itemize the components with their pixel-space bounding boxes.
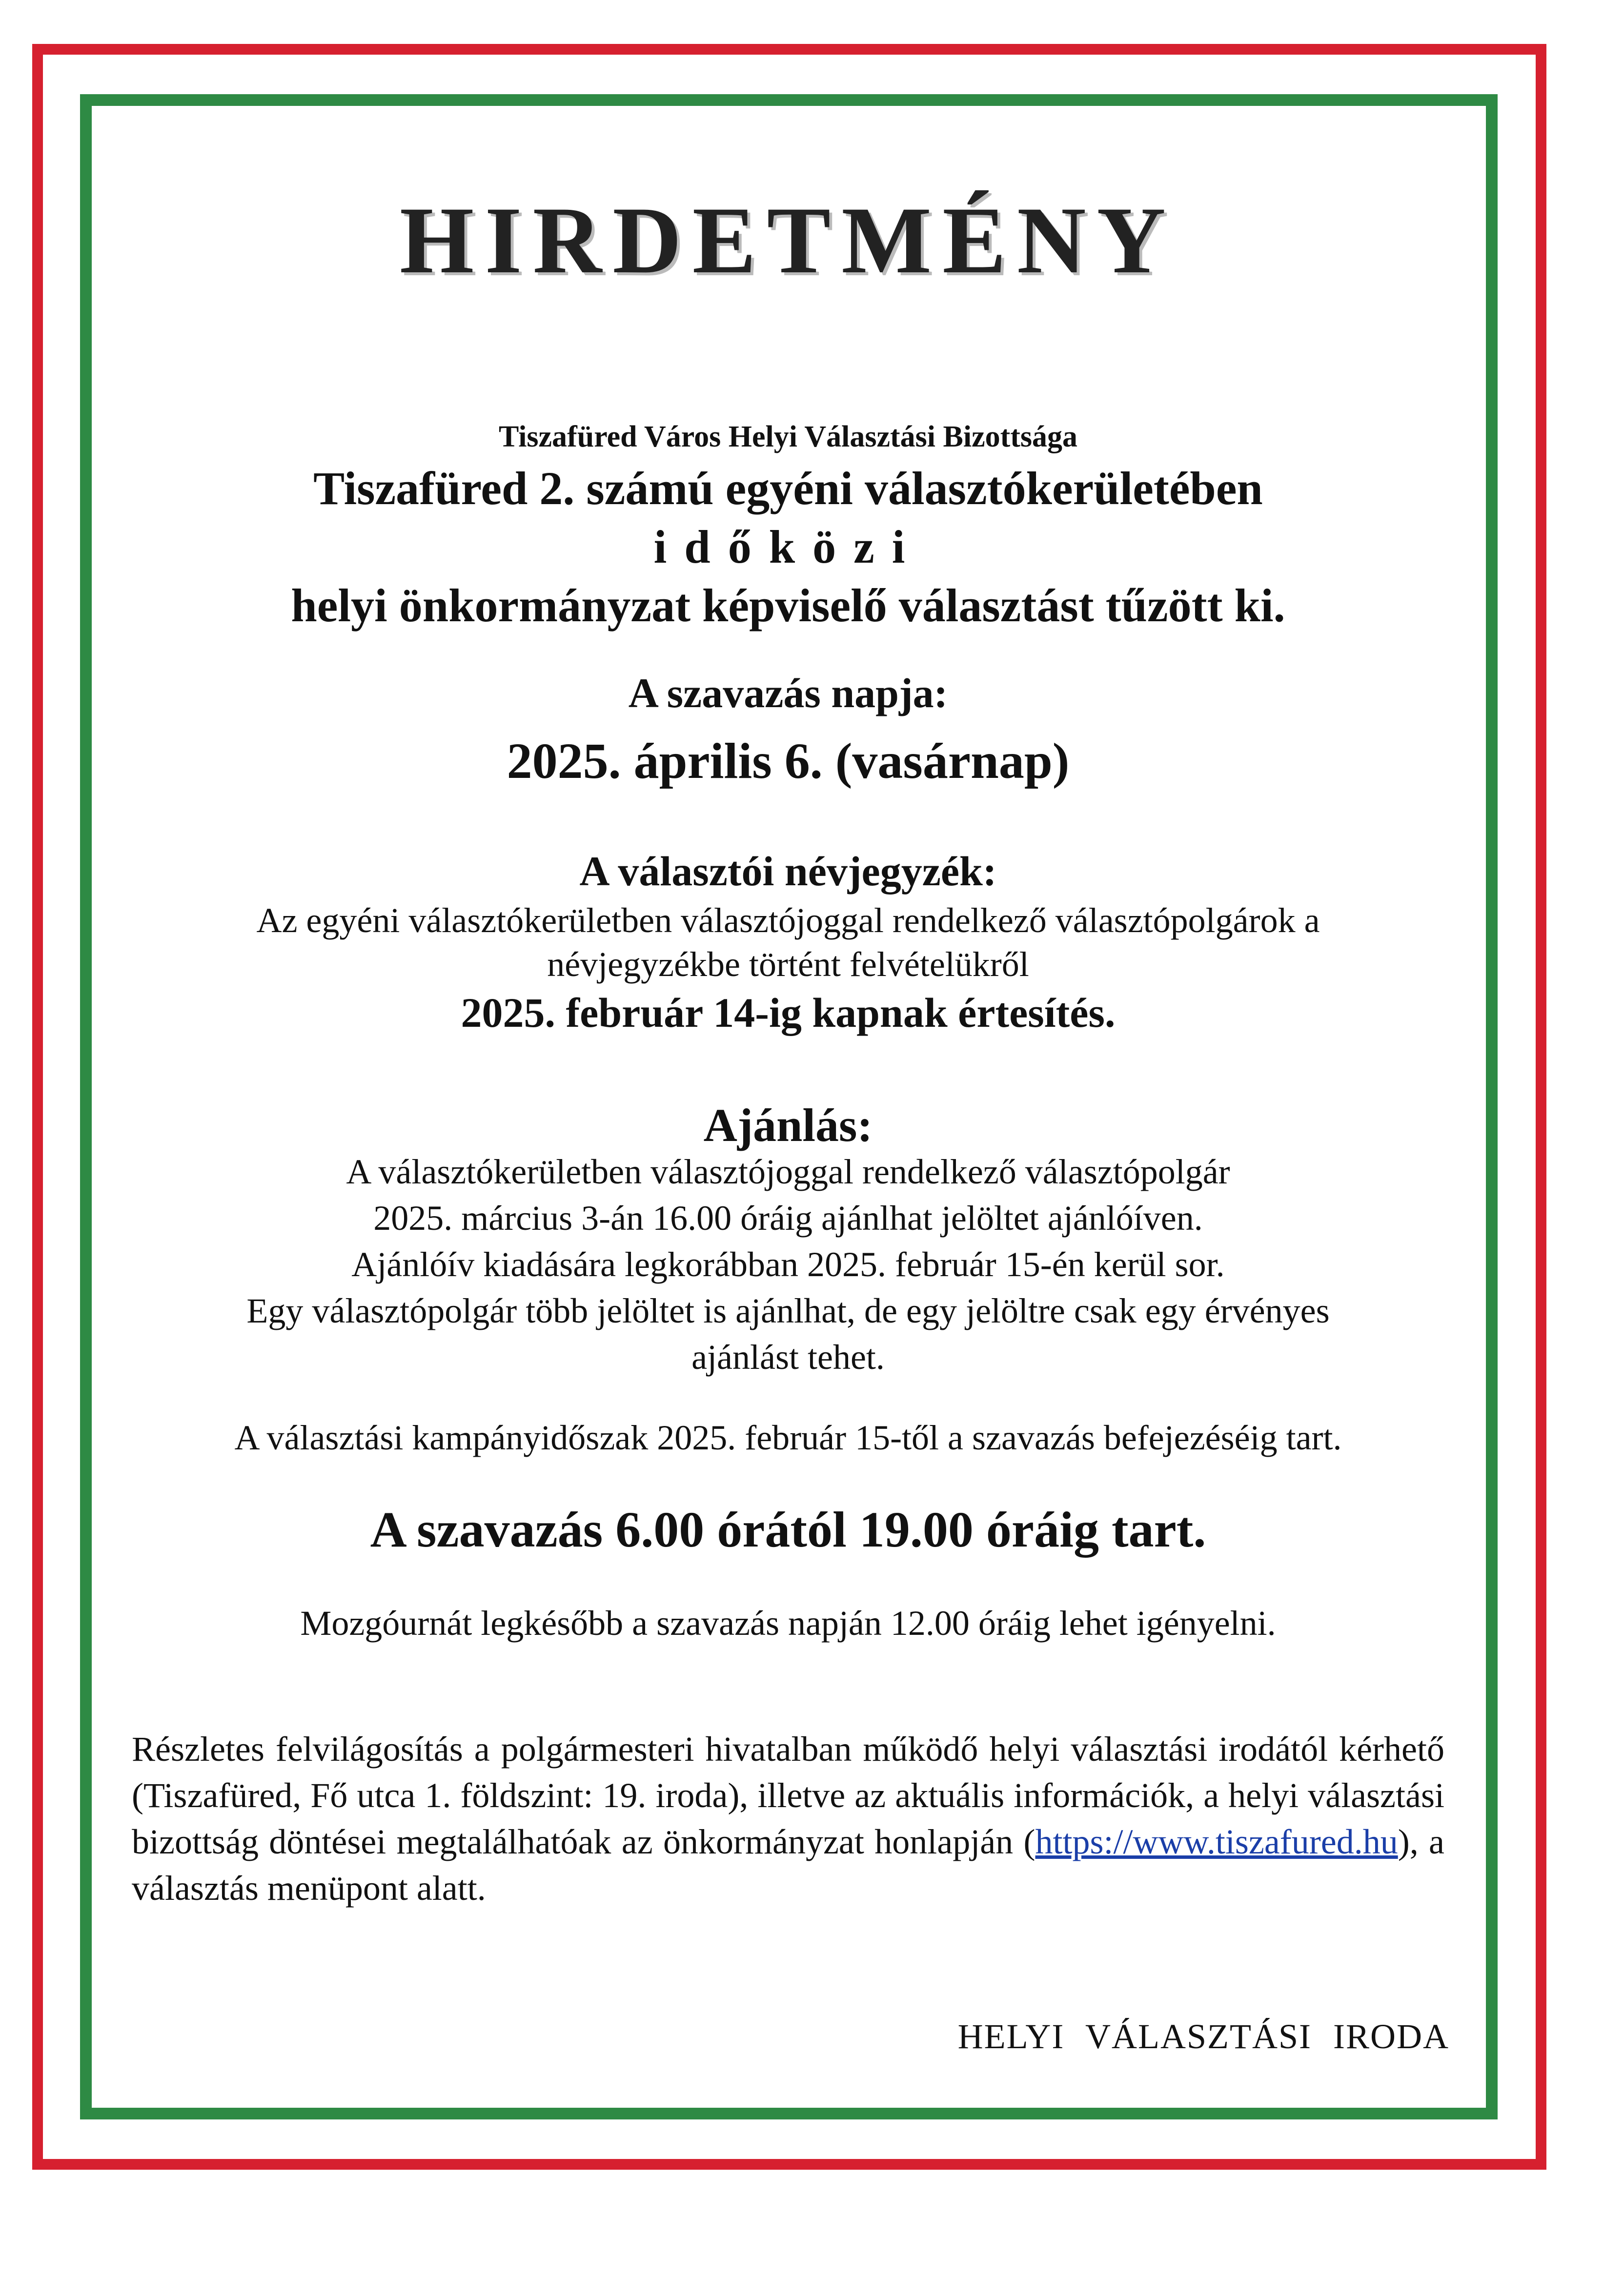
committee-name: Tiszafüred Város Helyi Választási Bizottsága — [498, 420, 1078, 453]
details-text-start: Részletes felvilágosítás a polgármesteri hivatalban működő helyi választási irodától kérhető (Tiszafüred, Fő utca 1. földszint: 19. iroda), illetve az aktuális információk, a helyi választási bizottság döntései megtalálhatóak az önkormányzat honlapján ( — [132, 1730, 1444, 1861]
recommendation-line-2: 2025. március 3-án 16.00 óráig ajánlhat jelöltet ajánlóíven. — [373, 1199, 1203, 1238]
recommendation-line-3: Ajánlóív kiadására legkorábban 2025. február 15-én kerül sor. — [351, 1245, 1225, 1284]
register-date: 2025. február 14-ig kapnak értesítés. — [461, 989, 1116, 1036]
campaign-period: A választási kampányidőszak 2025. február 15-től a szavazás befejezéséig tart. — [234, 1418, 1342, 1457]
recommendation-heading: Ajánlás: — [703, 1099, 873, 1151]
register-text-1: Az egyéni választókerületben választójoggal rendelkező választópolgárok a — [256, 901, 1320, 940]
interim-label: időközi — [653, 521, 923, 573]
recommendation-line-1: A választókerületben választójoggal rendelkező választópolgár — [346, 1152, 1230, 1191]
website-link[interactable]: https://www.tiszafured.hu — [1035, 1822, 1398, 1861]
signature: HELYI VÁLASZTÁSI IRODA — [957, 2017, 1449, 2056]
details-text-end: ), a választás menüpont alatt. — [132, 1822, 1445, 1908]
voting-day: 2025. április 6. (vasárnap) — [507, 733, 1070, 789]
notice-title: HIRDETMÉNY — [399, 187, 1177, 293]
notice-content — [127, 176, 1449, 2079]
recommendation-line-4: Egy választópolgár több jelöltet is ajánlhat, de egy jelöltre csak egy érvényes — [246, 1291, 1330, 1330]
register-heading: A választói névjegyzék: — [579, 848, 997, 895]
register-text-2: névjegyzékbe történt felvételükről — [547, 945, 1029, 984]
recommendation-line-5: ajánlást tehet. — [691, 1338, 885, 1377]
voting-day-heading: A szavazás napja: — [628, 670, 948, 716]
election-line: helyi önkormányzat képviselő választást tűzött ki. — [291, 579, 1285, 631]
mobile-ballot-box-note: Mozgóurnát legkésőbb a szavazás napján 12.00 óráig lehet igényelni. — [300, 1604, 1276, 1643]
voting-hours: A szavazás 6.00 órától 19.00 óráig tart. — [370, 1502, 1206, 1558]
details-paragraph — [132, 1726, 1444, 1912]
district-line: Tiszafüred 2. számú egyéni választókerületében — [313, 462, 1263, 514]
